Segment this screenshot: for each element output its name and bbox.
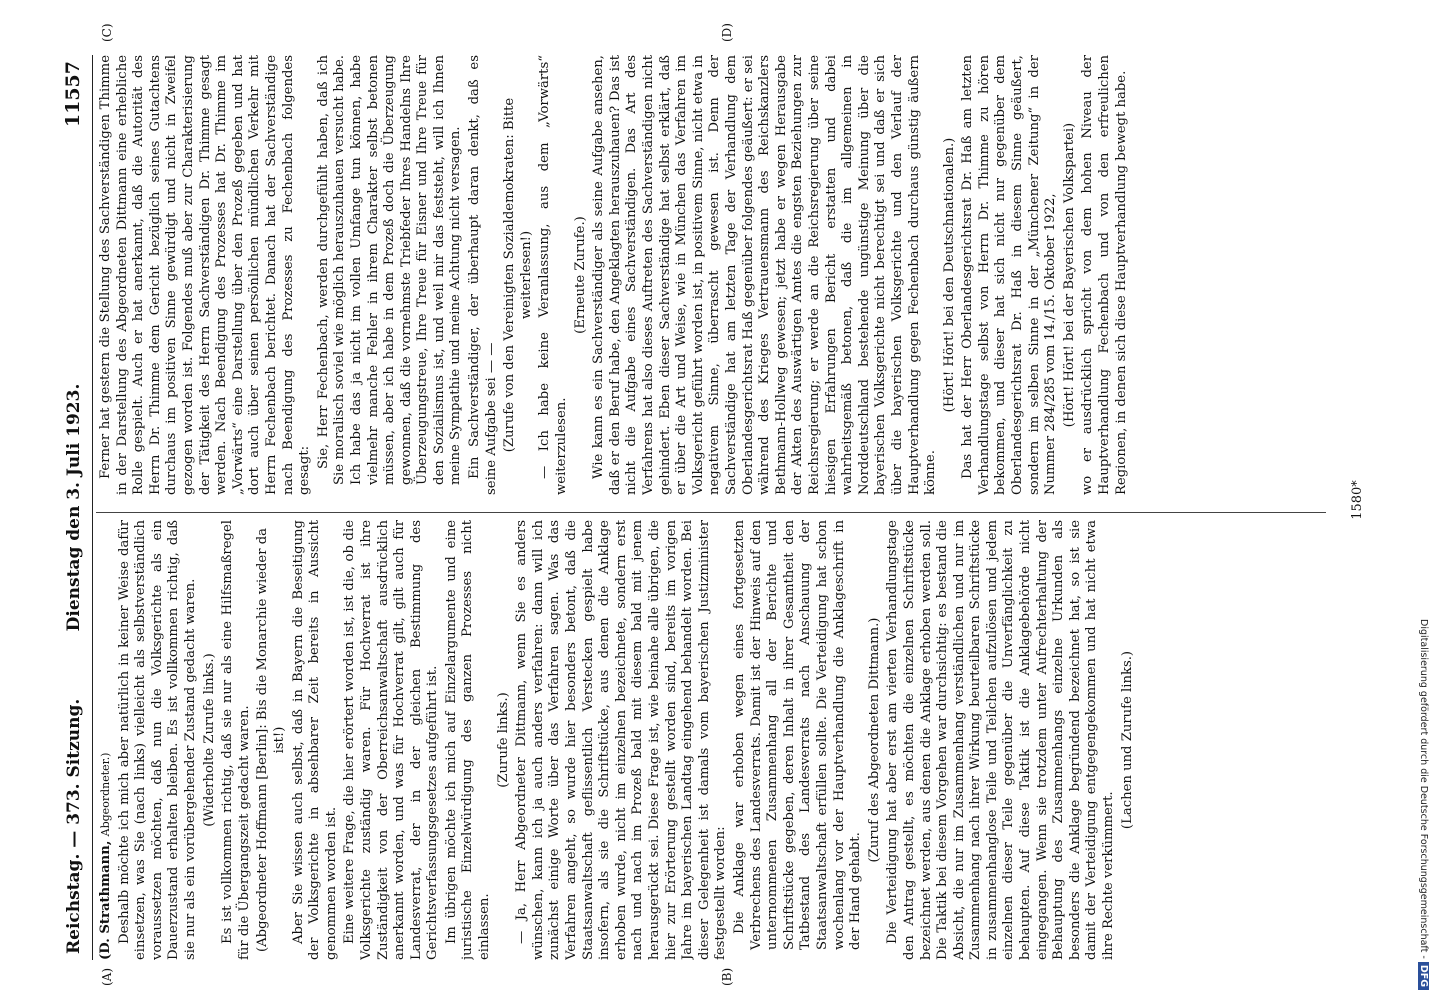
paragraph: — Ja, Herr Abgeordneter Dittmann, wenn Sie es anders wünschen, kann ich ja auch anders verfahren: dann will ich zunächst einige Worte über das Verfahren sagen. Was das Verfahren angeht, so wurde hier besonders betont, daß die Staatsanwaltschaft geflissentlich Verstecken gespielt habe insofern, als sie die Schriftstücke, aus denen die Anklage erhoben wurde, nicht im einzelnen bezeichnete, sondern erst nach und nach im Prozeß bald mit diesem bald mit jenem herausgerückt sei. Diese Frage ist, wie beinahe alle übrigen, die hier zur Erörterung gestellt worden sind, bereits im vorigen Jahre im bayerischen Landtag eingehend behandelt worden. Bei dieser Gelegenheit ist damals vom bayerischen Justizminister festgestellt worden: [514, 520, 729, 960]
interjection: (Zurufe links.) [495, 692, 511, 788]
right-column [98, 55, 1323, 495]
margin-marker-b: (B) [720, 967, 734, 986]
page-code: 1580* [1350, 480, 1365, 520]
paragraph: Deshalb möchte ich mich aber natürlich in keiner Weise dafür einsetzen, was Sie (nach links) vielleicht als selbstverständlich voraussetzen möchten, daß nun die Volksgerichte als ein Dauerzustand erhalten bleiben. Es ist vollkommen richtig, daß sie nur als ein vorübergehender Zustand gedacht waren. [116, 520, 198, 960]
credit-text: Digitalisierung gefördert durch die Deutsche Forschungsgemeinschaft - [1418, 619, 1429, 959]
header-date: Dienstag den 3. Juli 1923. [64, 383, 84, 632]
paragraph: Das hat der Herr Oberlandesgerichtsrat Dr. Haß am letzten Verhandlungstage selbst von Herrn Dr. Thimme zu hören bekommen, und dieser hat sich nicht nur gegenüber dem Oberlandesgerichtsrat Dr. Haß in diesem Sinne geäußert, sondern im selben Sinne in der „Münchener Zeitung“ in der Nummer 284/285 vom 14./15. Oktober 1922, [960, 55, 1059, 495]
header-left: Reichstag. — 373. Sitzung. [64, 698, 84, 954]
paragraph: Ferner hat gestern die Stellung des Sachverständigen Thimme in der Darstellung des Abgeordneten Dittmann eine erhebliche Rolle gespielt. Auch er hat anerkannt, daß die Autorität des Herrn Dr. Thimme dem Gericht bezüglich seines Gutachtens durchaus im positiven Sinne gewürdigt und nicht in Zweifel gezogen worden ist. Folgendes muß aber zur Charakterisierung der Tätigkeit des Herrn Sachverständigen Dr. Thimme gesagt werden. Nach Beendigung des Prozesses hat Dr. Thimme im „Vorwärts“ eine Darstellung über den Prozeß gegeben und hat dort auch über seinen persönlichen mündlichen Verkehr mit Herrn Fechenbach berichtet. Danach hat der Sachverständige nach Beendigung des Prozesses zu Fechenbach folgendes gesagt: [98, 55, 313, 495]
paragraph: Eine weitere Frage, die hier erörtert worden ist, ist die, ob die Volksgerichte zuständig waren. Für Hochverrat ist ihre Zuständigkeit von der Oberreichsanwaltschaft ausdrücklich anerkannt worden, und was für Hochverrat gilt, gilt auch für Landesverrat, der in der gleichen Bestimmung des Gerichtsverfassungsgesetzes aufgeführt ist. [342, 520, 441, 960]
speaker-name: (D. Strathmann, [98, 840, 113, 960]
paragraph: Die Verteidigung hat aber erst am vierten Verhandlungstage den Antrag gestellt, es möchten die einzelnen Schriftstücke bezeichnet werden, aus denen die Anklage erhoben werden soll. Die Taktik bei diesem Vorgehen war durchsichtig: es bestand die Absicht, die nur im Zusammenhang verständlichen und nur im Zusammenhang nach ihrer Wirkung beurteilbaren Schriftstücke in zusammenhanglose Teile und Teilchen aufzulösen und jedem einzelnen dieser Teile gegenüber die Unverfänglichkeit zu behaupten. Auf diese Taktik ist die Anklagebehörde nicht eingegangen. Wenn sie trotzdem unter Aufrechterhaltung der Behauptung des Zusammenhangs einzelne Urkunden als besonders die Anklage begründend bezeichnet hat, so ist sie damit der Verteidigung entgegengekommen und hat nicht etwa ihre Rechte verkümmert. [885, 520, 1117, 960]
speaker-role: Abgeordneter.) [99, 752, 112, 837]
paragraph: — Ich habe keine Veranlassung, aus dem „Vorwärts“ weiterzulesen. [537, 55, 570, 495]
interjection: (Zuruf des Abgeordneten Dittmann.) [866, 617, 882, 863]
quoted-paragraph: Sie, Herr Fechenbach, werden durchgefühlt haben, daß ich Sie moralisch soviel wie möglich herauszuhauen versucht habe. Ich habe das ja nicht im vollen Umfange tun können, habe vielmehr manche Fehler in ihrem Charakter selbst betonen müssen, aber ich habe in dem Prozeß doch die Überzeugung gewonnen, daß die vornehmste Triebfeder Ihres Handelns Ihre Überzeugungstreue, Ihre Treue für Eisner und Ihre Treue für den Sozialismus ist, und weil mir das feststeht, will ich Ihnen meine Sympathie und meine Achtung nicht versagen. [315, 55, 464, 485]
speaker-line [98, 520, 115, 960]
paragraph: Es ist vollkommen richtig, daß sie nur als eine Hilfsmaßregel für die Übergangszeit gedacht waren. [220, 520, 252, 960]
interjection: (Erneute Zurufe.) [572, 216, 588, 334]
interjection: (Abgeordneter Hoffmann [Berlin]: Bis die Monarchie wieder da ist!) [255, 527, 287, 953]
column-divider [96, 512, 1326, 513]
margin-marker-a: (A) [100, 967, 114, 986]
margin-marker-d: (D) [720, 23, 734, 42]
margin-marker-c: (C) [100, 23, 114, 42]
quoted-paragraph: Die Anklage war erhoben wegen eines fortgesetzten Verbrechens des Landesverrats. Damit ist der Hinweis auf den unternommenen Zusammenhang all der Berichte und Schriftstücke gegeben, deren Inhalt in ihrer Gesamtheit den Tatbestand des Landesverrats nach Anschauung der Staatsanwaltschaft erfüllen sollte. Die Verteidigung hat schon wochenlang vor der Hauptverhandlung die Anklageschrift in der Hand gehabt. [731, 520, 864, 950]
dfg-logo: DFG [1418, 962, 1429, 990]
paragraph: wo er ausdrücklich spricht von dem hohen Niveau der Hauptverhandlung Fechenbach und von den erfreulichen Regionen, in denen sich diese Hauptverhandlung bewegt habe. [1080, 55, 1129, 495]
paragraph: Wie kann es ein Sachverständiger als seine Aufgabe ansehen, daß er den Beruf habe, den Angeklagten herauszuhauen? Das ist nicht die Aufgabe eines Sachverständigen. Das Art des Verfahrens hat also dieses Auftreten des Sachverständigen nicht gehindert. Eben dieser Sachverständige hat selbst erklärt, daß er über die Art und Weise, wie in München das Verfahren im Volksgericht geführt worden ist, in positivem Sinne, nicht etwa in negativem Sinne, überrascht gewesen ist. Denn der Sachverständige hat am letzten Tage der Verhandlung dem Oberlandesgerichtsrat Haß gegenüber folgendes geäußert: er sei während des Krieges Vertrauensmann des Reichskanzlers Bethmann-Hollweg gewesen; jetzt habe er wegen Herausgabe der Akten des Auswärtigen Amtes die engsten Beziehungen zur Reichsregierung; er werde an die Reichsregierung über seine hiesigen Erfahrungen Bericht erstatten und dabei wahrheitsgemäß betonen, daß die im allgemeinen in Norddeutschland bestehende ungünstige Meinung über die bayerischen Volksgerichte nicht berechtigt sei und daß er sich über die bayerischen Volksgerichte und den Verlauf der Hauptverhandlung gegen Fechenbach durchaus günstig äußern könne. [591, 55, 939, 495]
interjection: (Hört! Hört! bei der Bayerischen Volkspartei) [1061, 122, 1077, 428]
interjection: (Zurufe von den Vereinigten Sozialdemokraten: Bitte weiterlesen!) [502, 97, 534, 453]
paragraph: Ein Sachverständiger, der überhaupt daran denkt, daß es seine Aufgabe sei — — [467, 55, 499, 495]
page-number: 11557 [62, 61, 84, 128]
interjection: (Widerholte Zurufe links.) [201, 653, 217, 827]
interjection: (Lachen und Zurufe links.) [1119, 650, 1135, 830]
paragraph: Aber Sie wissen auch selbst, daß in Bayern die Beseitigung der Volksgerichte in absehbarer Zeit bereits in Aussicht genommen worden ist. [290, 520, 339, 960]
interjection: (Hört! Hört! bei den Deutschnationalen.) [941, 137, 957, 413]
paragraph: Im übrigen möchte ich mich auf Einzelargumente und eine juristische Einzelwürdigung des ganzen Prozesses nicht einlassen. [443, 520, 493, 960]
left-column [98, 520, 1323, 960]
digitization-credit [1413, 10, 1429, 990]
page-header [52, 55, 93, 960]
